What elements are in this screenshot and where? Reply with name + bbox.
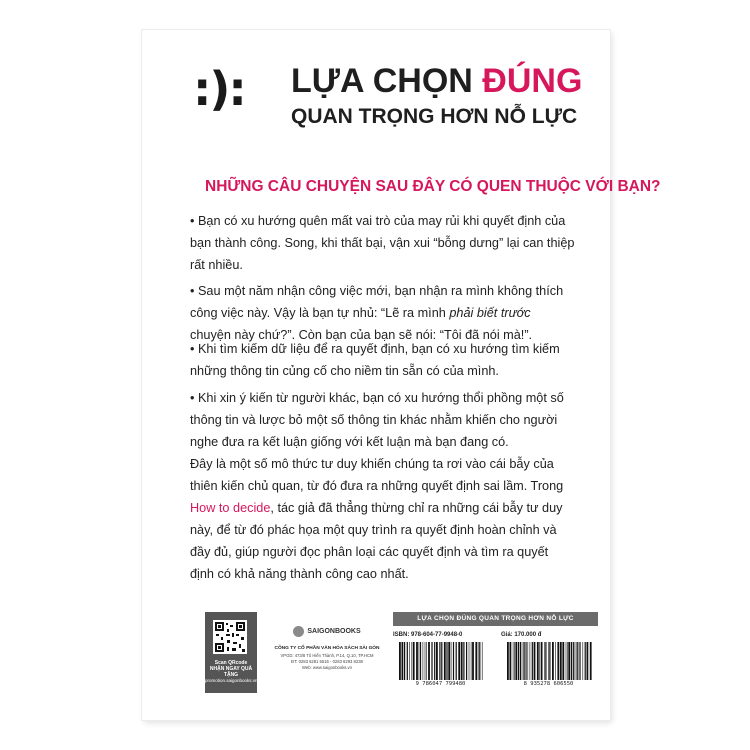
summary-pre: Đây là một số mô thức tư duy khiến chúng ta rơi vào cái bẫy của thiên kiến chủ quan, từ đó đưa ra những quyết định sai lầm. Trong [190, 457, 564, 493]
isbn-barcode [393, 642, 488, 687]
bullet-2-post: chuyện này chứ?”. Còn bạn của bạn sẽ nói: “Tôi đã nói mà!”. [190, 328, 533, 342]
publisher-phone: ĐT: 0283 6281 5516 - 0283 6293 8238 [291, 659, 363, 664]
bullet-2 [190, 280, 575, 346]
bullet-2-pre: • Sau một năm nhận công việc mới, bạn nhận ra mình không thích công việc này. Vậy là bạn tự nhủ: “Lẽ ra mình [190, 284, 564, 320]
title-line-2: QUAN TRỌNG HƠN NỖ LỰC [291, 105, 578, 128]
qr-caption [205, 660, 257, 684]
qr-caption-3: promotion.saigonbooks.vn [205, 678, 258, 683]
spine-title-bar: LỰA CHỌN ĐÚNG QUAN TRỌNG HƠN NỖ LỰC [393, 612, 598, 626]
isbn-label: ISBN: 978-604-77-9948-0 [393, 632, 463, 638]
question-heading: NHỮNG CÂU CHUYỆN SAU ĐÂY CÓ QUEN THUỘC VỚI BẠN? [205, 178, 661, 195]
publisher-block [267, 612, 387, 693]
summary-post: , tác giả đã thẳng thừng chỉ ra những cái bẫy tư duy này, để từ đó phác họa một quy trình ra quyết định hoàn chỉnh và đầy đủ, giúp người đọc phân loại các quyết định và tìm ra quyết định có khả năng thành công cao nhất. [190, 501, 563, 581]
publisher-web: Web: www.saigonbooks.vn [302, 665, 352, 670]
qr-caption-2: NHẬN NGAY QUÀ TẶNG [209, 666, 253, 678]
publisher-address: VPGD: 473/8 Tô Hiến Thành, P.14, Q.10, TP.HCM [280, 653, 374, 658]
publisher-address-block [267, 653, 387, 671]
qr-code-icon [213, 620, 247, 654]
price-label: Giá: 170.000 đ [501, 632, 542, 638]
title-line-1 [291, 62, 582, 101]
title-prefix: LỰA CHỌN [291, 62, 483, 100]
bullet-1: • Bạn có xu hướng quên mất vai trò của may rủi khi quyết định của bạn thành công. Song, khi thất bại, vận xui “bỗng dưng” lại can thiệp rất nhiều. [190, 214, 575, 272]
price-barcode [501, 642, 596, 687]
book-info-block [393, 612, 598, 693]
bullet-4: • Khi xin ý kiến từ người khác, bạn có xu hướng thổi phồng một số thông tin và lược bỏ một số thông tin khác nhằm khiến cho người nghe đưa ra kết luận giống với kết luận mà bạn đang có. [190, 391, 564, 449]
publisher-company: CÔNG TY CỔ PHẦN VĂN HÓA SÁCH SÀI GÒN [274, 646, 380, 651]
title-accent: ĐÚNG [482, 62, 583, 100]
price-barcode-bars [501, 642, 596, 680]
qr-caption-1: Scan QRcode [214, 660, 248, 666]
publisher-logo-text: SAIGONBOOKS [307, 628, 361, 635]
smiley-logo: :): [193, 62, 245, 116]
cover-footer [205, 612, 598, 693]
publisher-logo [267, 626, 387, 637]
book-title-link: How to decide [190, 501, 271, 515]
bullet-3: • Khi tìm kiếm dữ liệu để ra quyết định, bạn có xu hướng tìm kiếm những thông tin củng cố cho niềm tin sẵn có của mình. [190, 342, 560, 378]
qr-panel [205, 612, 257, 693]
isbn-barcode-bars [393, 642, 488, 680]
publisher-logo-icon [293, 626, 304, 637]
isbn-barcode-number: 9 786047 799480 [393, 681, 488, 687]
bullet-2-italic: phải biết trước [449, 306, 531, 320]
summary-paragraph [190, 453, 575, 585]
price-barcode-number: 8 935278 606550 [501, 681, 596, 687]
